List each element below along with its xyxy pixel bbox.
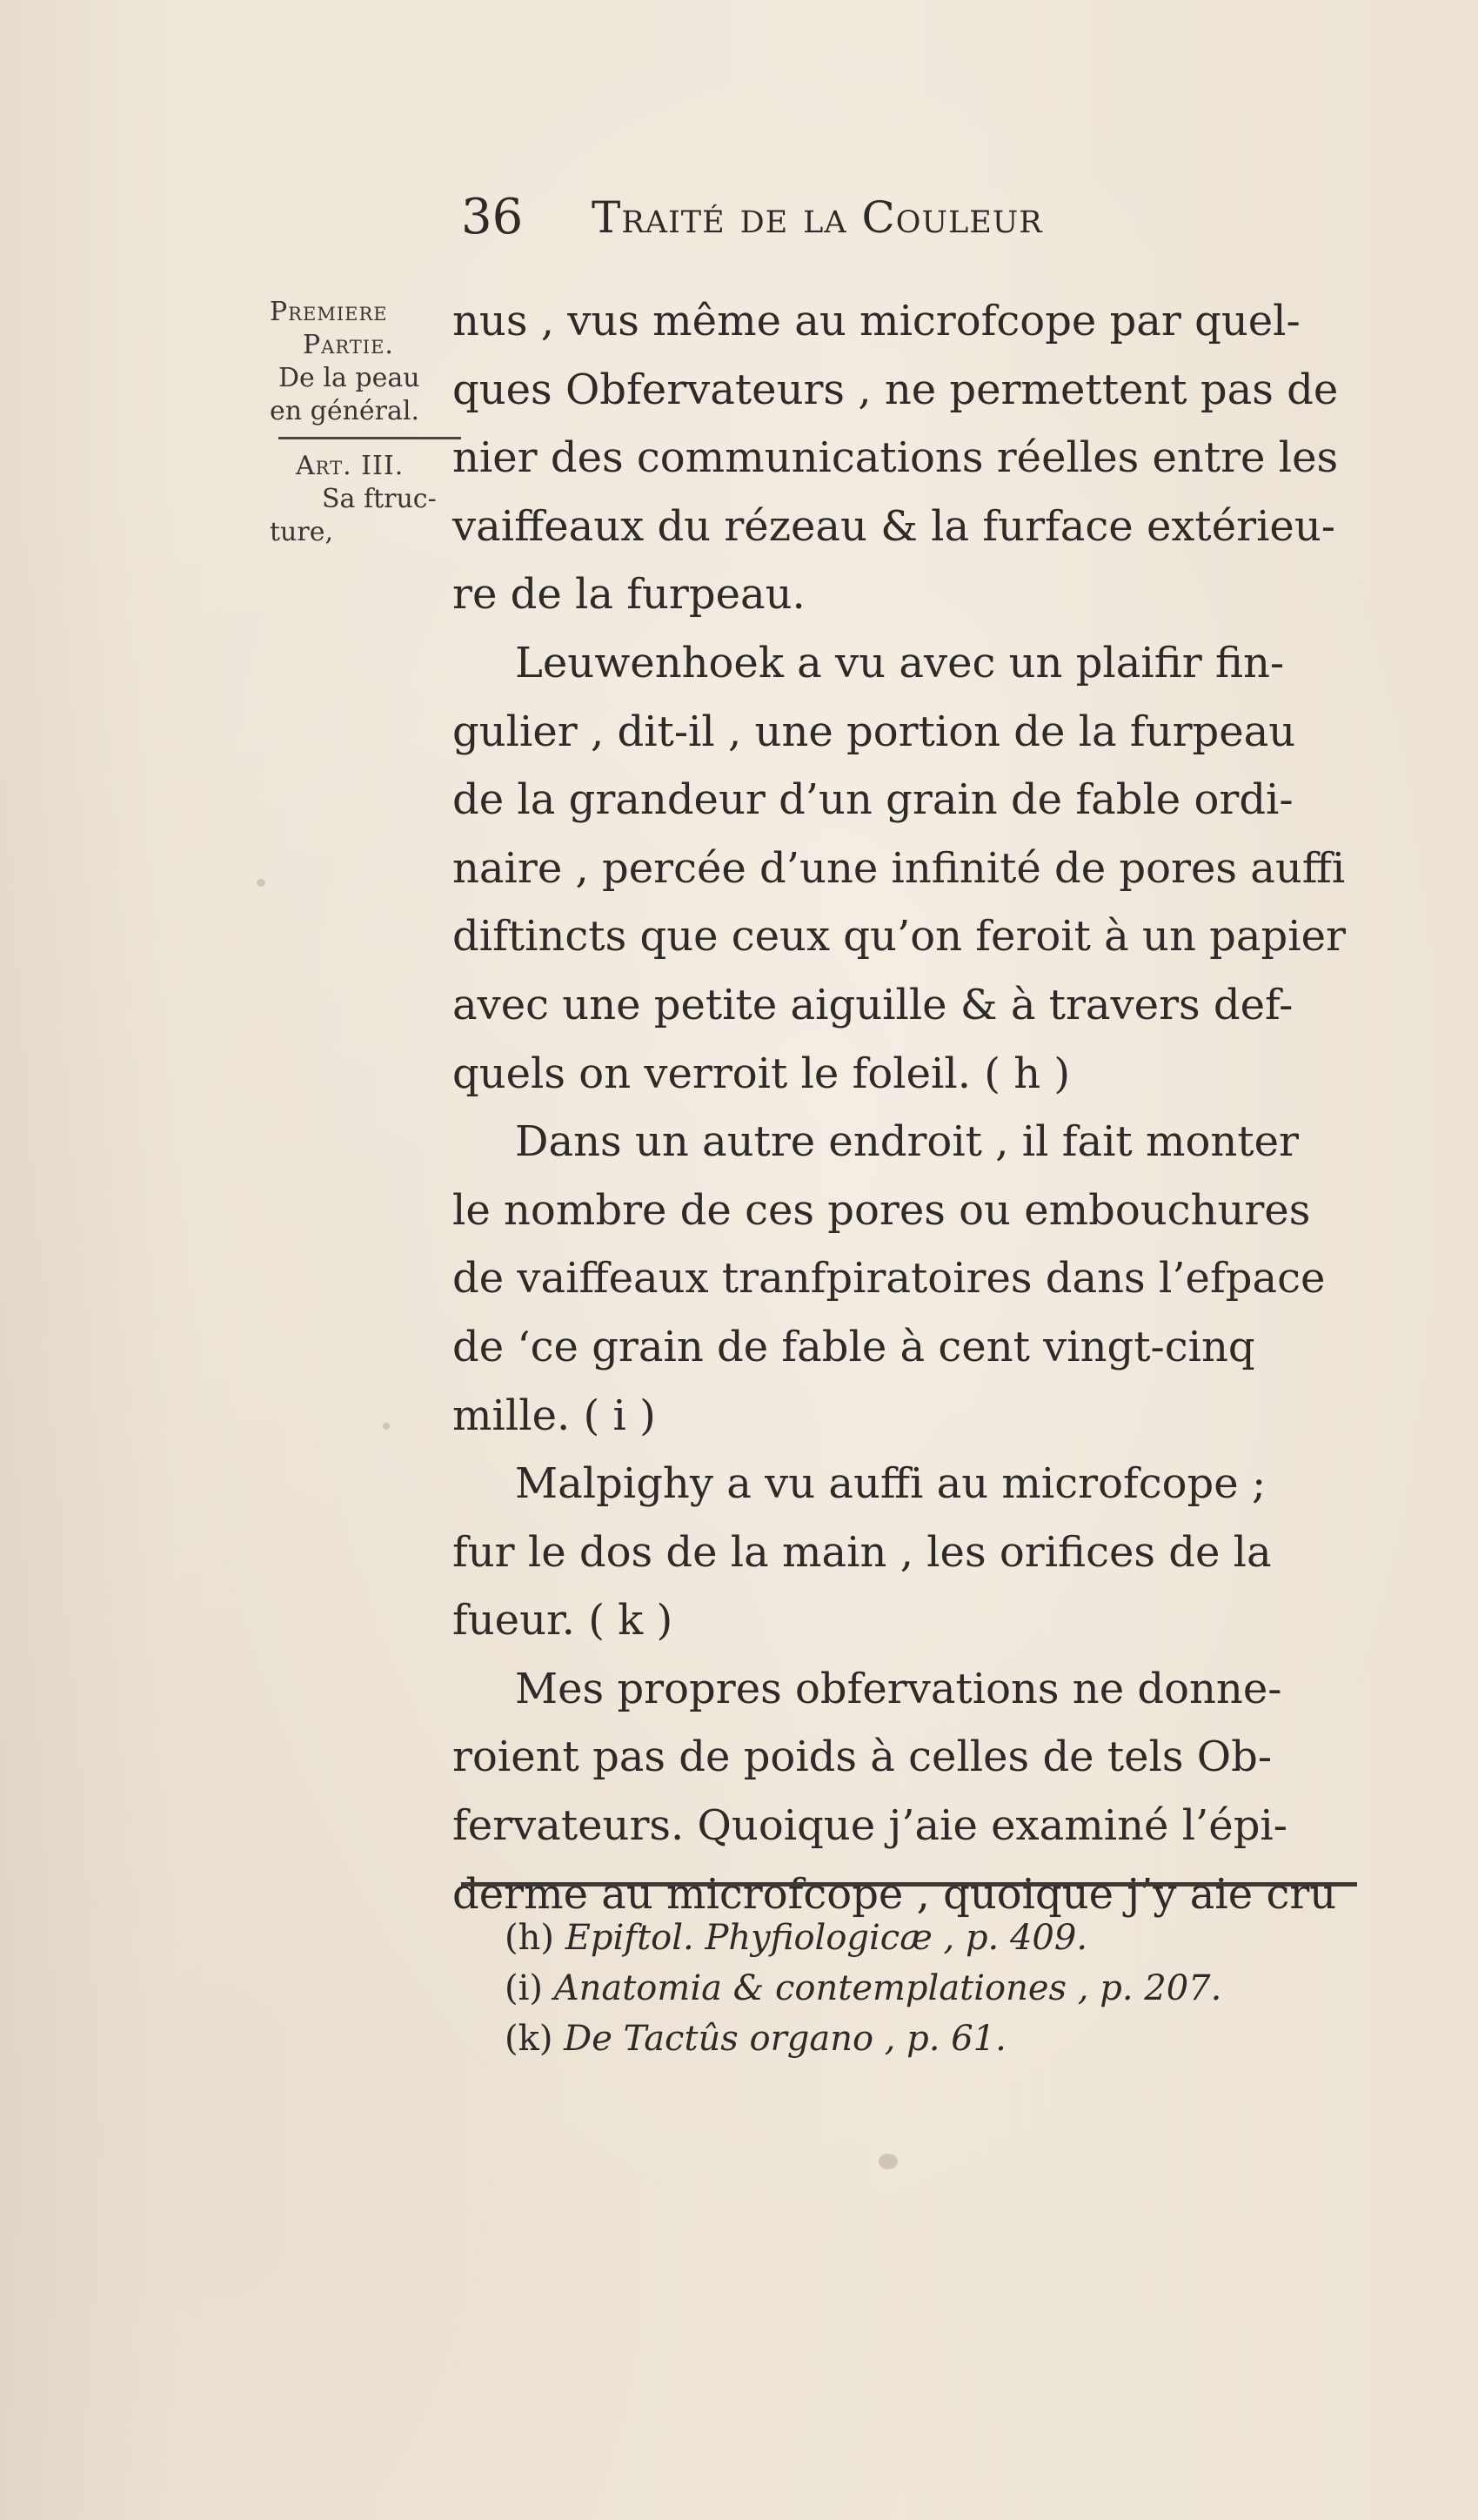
- margin-note-topic-cont: ture,: [270, 517, 334, 547]
- text-line: re de la furpeau.: [452, 570, 806, 620]
- margin-note-part-label: Partie.: [303, 330, 394, 360]
- text-line: de vaiffeaux tranfpiratoires dans l’efpace: [452, 1254, 1326, 1304]
- footnote-separator: [461, 1882, 1357, 1887]
- margin-note-part: Premiere: [270, 297, 388, 327]
- text-line: avec une petite aiguille & à travers def-: [452, 980, 1294, 1029]
- paragraph-start-line: Dans un autre endroit , il fait monter: [515, 1117, 1299, 1167]
- margin-note-rule: [278, 437, 461, 439]
- paper-foxing-spot: [879, 2154, 898, 2169]
- margin-note-section-cont: en général.: [270, 396, 420, 426]
- paper-foxing-spot: [383, 1423, 390, 1430]
- text-line: de ‘ce grain de fable à cent vingt-cinq: [452, 1322, 1255, 1371]
- text-line: le nombre de ces pores ou embouchures: [452, 1185, 1311, 1235]
- paper-foxing-spot: [257, 879, 265, 887]
- text-line: fur le dos de la main , les orifices de la: [452, 1527, 1272, 1577]
- text-line: vaiffeaux du rézeau & la furface extérieu-: [452, 501, 1335, 551]
- text-line: mille. ( i ): [452, 1391, 656, 1440]
- margin-note: [270, 296, 470, 549]
- paragraph-start-line: Leuwenhoek a vu avec un plaifir fin-: [515, 638, 1285, 687]
- footnote-h: [505, 1913, 1357, 1963]
- text-line: quels on verroit le foleil. ( h ): [452, 1049, 1071, 1098]
- footnote-mark: (i): [505, 1968, 544, 2008]
- page-header: [461, 183, 1348, 252]
- text-line: fueur. ( k ): [452, 1596, 673, 1645]
- footnote-citation: De Tactûs organo , p. 61.: [564, 2019, 1007, 2059]
- text-line: gulier , dit-il , une portion de la furpeau: [452, 707, 1296, 756]
- margin-note-article: Art. III.: [296, 451, 405, 481]
- text-line: naire , percée d’une infinité de pores auffi: [452, 843, 1346, 893]
- margin-note-topic: Sa ftruc-: [322, 484, 437, 514]
- paragraph-start-line: Mes propres obfervations ne donne-: [515, 1664, 1282, 1713]
- footnote-mark: (k): [505, 2019, 553, 2059]
- text-line: diftincts que ceux qu’on feroit à un papier: [452, 912, 1346, 962]
- margin-note-section: De la peau: [278, 363, 420, 393]
- footnote-citation: Anatomia & contemplationes , p. 207.: [553, 1968, 1222, 2008]
- text-line: de la grandeur d’un grain de fable ordi-: [452, 775, 1294, 825]
- text-line: nus , vus même au microfcope par quel-: [452, 297, 1301, 345]
- text-line: fervateurs. Quoique j’aie examiné l’épi-: [452, 1801, 1287, 1851]
- footnote-citation: Epiftol. Phyfiologicæ , p. 409.: [565, 1918, 1088, 1958]
- running-title: Traité de la Couleur: [592, 192, 1043, 243]
- footnote-mark: (h): [505, 1918, 554, 1958]
- text-line: nier des communications réelles entre les: [452, 433, 1339, 483]
- body-text: [452, 287, 1374, 1928]
- text-line: roient pas de poids à celles de tels Ob-: [452, 1732, 1273, 1782]
- footnotes: [505, 1913, 1357, 2064]
- footnote-i: [505, 1963, 1357, 2014]
- paragraph-start-line: Malpighy a vu auffi au microfcope ;: [515, 1459, 1267, 1509]
- page-number: 36: [461, 189, 524, 245]
- text-line: derme au microfcope , quoique j’y aie cru: [452, 1869, 1337, 1919]
- footnote-k: [505, 2014, 1357, 2064]
- text-line: ques Obfervateurs , ne permettent pas de: [452, 365, 1339, 414]
